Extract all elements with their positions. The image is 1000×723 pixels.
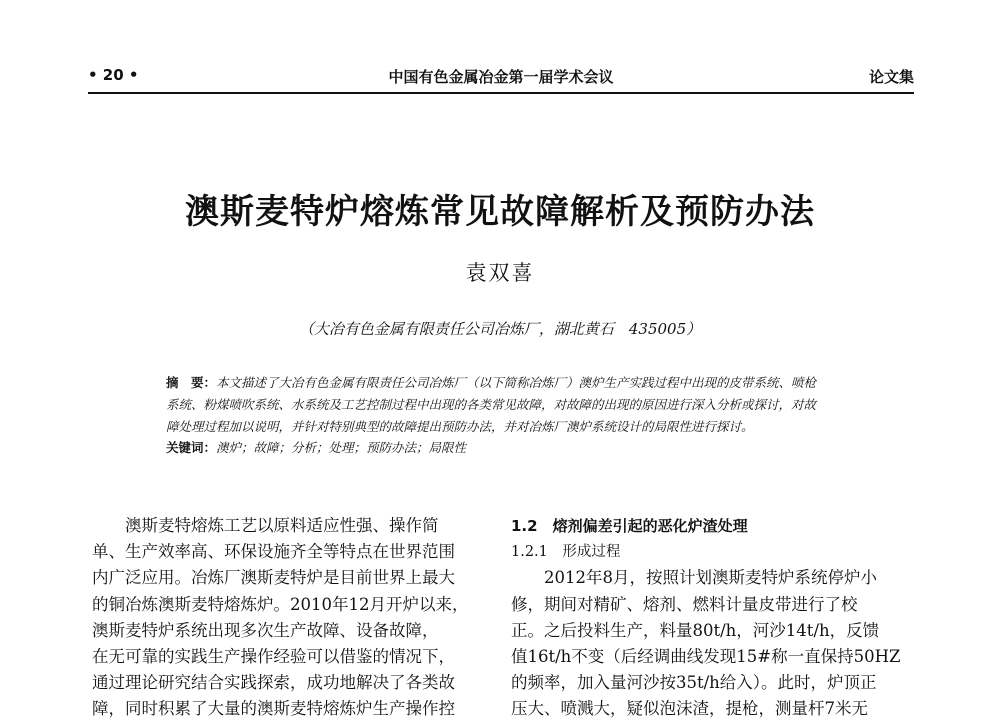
abstract: [166, 372, 830, 438]
body-left-column: [92, 513, 482, 723]
subsection-heading: 1.2.1 形成过程: [511, 544, 621, 561]
abstract-line: [166, 372, 830, 394]
abstract-line: 系统、粉煤喷吹系统、水系统及工艺控制过程中出现的各类常见故障，对故障的出现的原因进行深入分析或探讨，对故: [166, 397, 817, 412]
body-line: 2012年8月，按照计划澳斯麦特炉系统停炉小: [544, 568, 877, 588]
affiliation: （大冶有色金属有限责任公司冶炼厂，湖北黄石 435005）: [298, 320, 702, 338]
body-line: 修，期间对精矿、熔剂、燃料计量皮带进行了校: [511, 594, 858, 614]
abstract-label: 摘 要：: [166, 375, 217, 390]
body-line: 澳斯麦特熔炼工艺以原料适应性强、操作简: [125, 516, 439, 535]
body-line: 在无可靠的实践生产操作经验可以借鉴的情况下，: [92, 646, 455, 666]
running-header: [88, 64, 914, 90]
page-number: • 20 •: [88, 66, 139, 84]
author-name: 袁双喜: [465, 261, 535, 285]
journal-title: 中国有色金属冶金第一届学术会议: [388, 68, 614, 86]
section-label: 论文集: [868, 68, 914, 86]
body-line: 通过理论研究结合实践探索，成功地解决了各类故: [92, 673, 455, 693]
keywords-label: 关键词：: [166, 440, 217, 455]
body-line: 障，同时积累了大量的澳斯麦特熔炼炉生产操作控: [92, 699, 455, 719]
keywords: [166, 437, 830, 459]
body-line: 值16t/h不变（后经调曲线发现15#称一直保持50HZ: [511, 646, 901, 666]
abstract-line: 障处理过程加以说明，并针对特别典型的故障提出预防办法，并对冶炼厂澳炉系统设计的局限性进行探讨。: [166, 419, 754, 434]
header-rule: [88, 92, 914, 94]
paper-title: 澳斯麦特炉熔炼常见故障解析及预防办法: [185, 192, 815, 232]
abstract-text: 本文描述了大冶有色金属有限责任公司冶炼厂（以下简称冶炼厂）澳炉生产实践过程中出现的皮带系统、喷枪: [216, 375, 817, 390]
body-line: 内广泛应用。冶炼厂澳斯麦特炉是目前世界上最大: [92, 568, 455, 588]
keywords-text: 澳炉；故障；分析；处理；预防办法；局限性: [216, 440, 467, 455]
body-line: 正。之后投料生产，料量80t/h，河沙14t/h，反馈: [511, 620, 880, 640]
body-line: 的铜冶炼澳斯麦特熔炼炉。2010年12月开炉以来，: [92, 594, 469, 614]
body-line: 压大、喷溅大，疑似泡沫渣，提枪，测量杆7米无: [511, 699, 868, 719]
body-line: 的频率，加入量河沙按35t/h给入）。此时，炉顶正: [511, 673, 877, 693]
body-line: 单、生产效率高、环保设施齐全等特点在世界范围: [92, 542, 455, 562]
section-heading: 1.2 熔剂偏差引起的恶化炉渣处理: [511, 517, 748, 535]
body-line: 澳斯麦特炉系统出现多次生产故障、设备故障，: [92, 620, 439, 640]
body-right-column: [511, 513, 915, 723]
